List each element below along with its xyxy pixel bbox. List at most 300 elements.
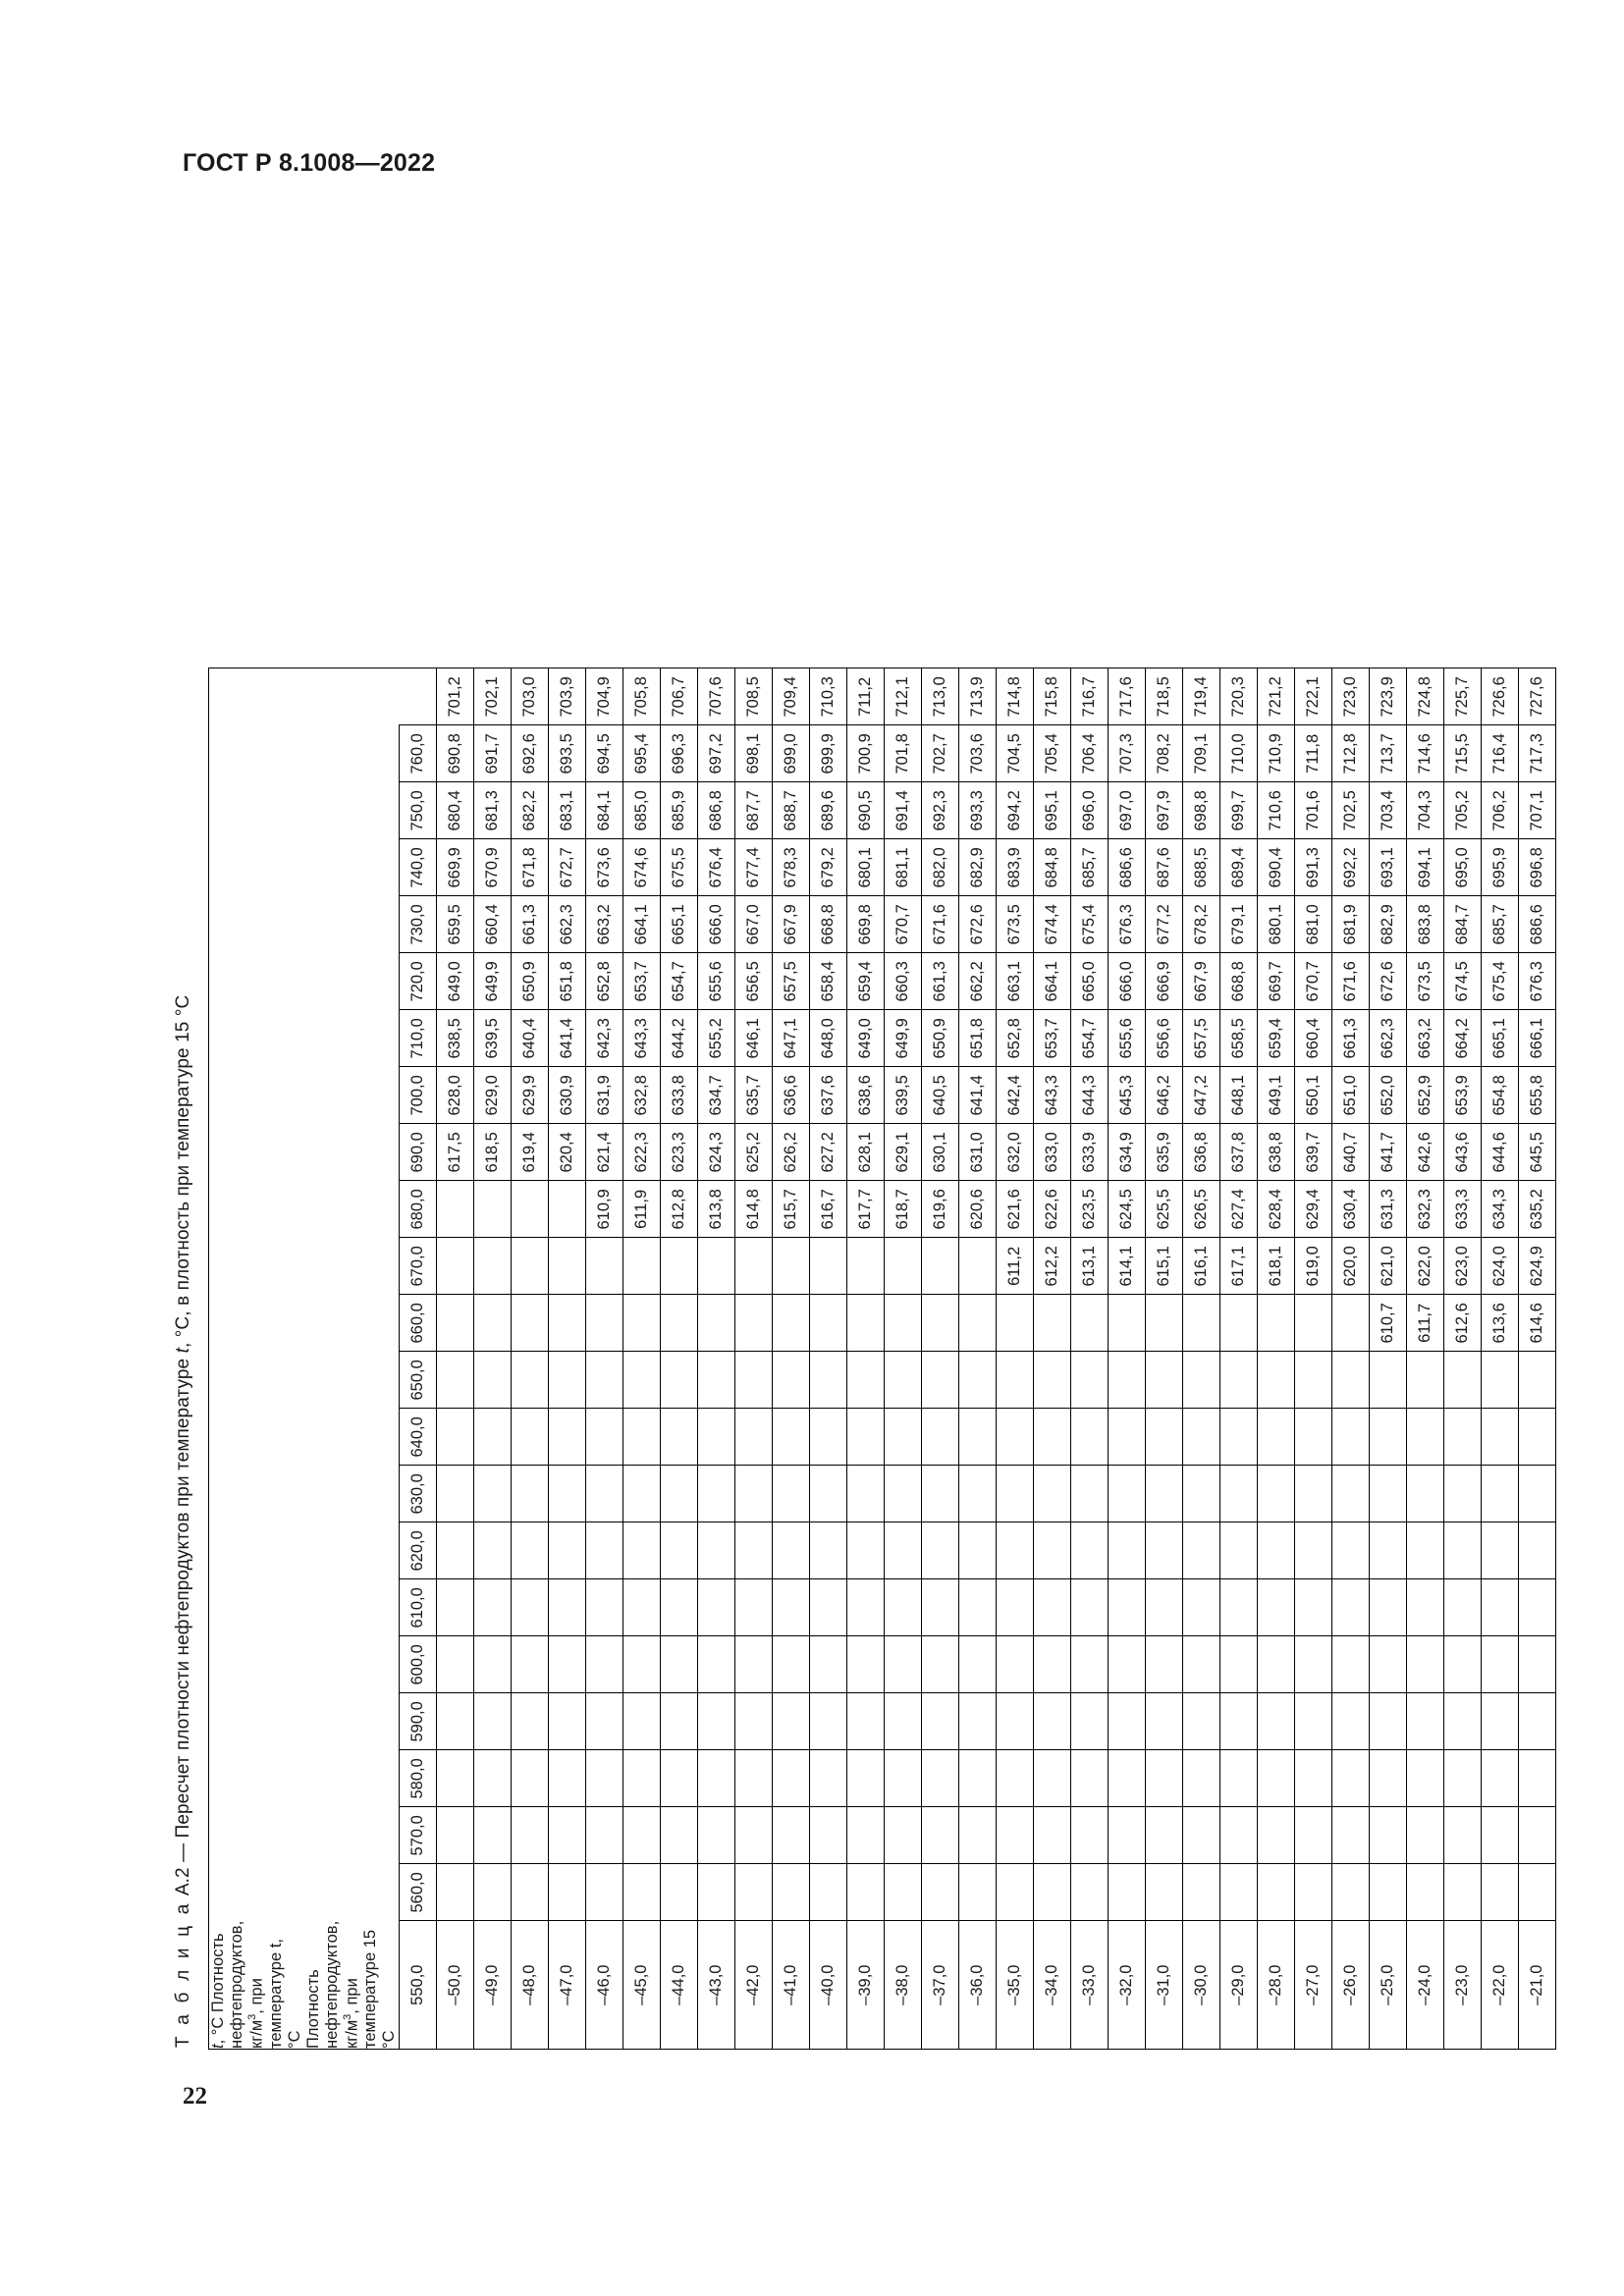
- empty-cell: [474, 1409, 512, 1466]
- data-cell: 665,1: [1482, 1010, 1519, 1067]
- empty-cell: [1370, 1466, 1407, 1522]
- column-header-14: 690,0: [400, 1124, 437, 1181]
- data-cell: 679,2: [810, 839, 847, 896]
- empty-cell: [1370, 1352, 1407, 1409]
- empty-cell: [885, 1807, 922, 1864]
- empty-cell: [586, 1409, 623, 1466]
- data-cell: 630,9: [549, 1067, 586, 1124]
- empty-cell: [1071, 1409, 1109, 1466]
- data-cell: 650,1: [1295, 1067, 1332, 1124]
- empty-cell: [437, 1579, 474, 1636]
- empty-cell: [474, 1579, 512, 1636]
- empty-cell: [922, 1750, 959, 1807]
- data-cell: 663,2: [586, 896, 623, 953]
- empty-cell: [885, 1864, 922, 1921]
- data-cell: 647,2: [1183, 1067, 1220, 1124]
- data-cell: 623,5: [1071, 1181, 1109, 1238]
- empty-cell: [1146, 1807, 1183, 1864]
- empty-cell: [997, 1750, 1034, 1807]
- data-cell: 684,7: [1444, 896, 1482, 953]
- table-body: [437, 668, 1556, 2050]
- empty-cell: [1332, 1409, 1370, 1466]
- empty-cell: [1220, 1750, 1258, 1807]
- data-cell: 641,7: [1370, 1124, 1407, 1181]
- empty-cell: [1370, 1807, 1407, 1864]
- row-temperature-22: –28,0: [1258, 1921, 1295, 2050]
- data-cell: 716,7: [1071, 668, 1109, 725]
- data-cell: 627,2: [810, 1124, 847, 1181]
- empty-cell: [661, 1352, 698, 1409]
- data-cell: 661,3: [1332, 1010, 1370, 1067]
- data-cell: 613,6: [1482, 1295, 1519, 1352]
- empty-cell: [1370, 1864, 1407, 1921]
- empty-cell: [959, 1238, 997, 1295]
- data-cell: 681,1: [885, 839, 922, 896]
- empty-cell: [922, 1238, 959, 1295]
- row-temperature-29: –21,0: [1519, 1921, 1556, 2050]
- empty-cell: [1370, 1693, 1407, 1750]
- data-cell: 708,2: [1146, 725, 1183, 782]
- table-caption: [173, 185, 194, 2048]
- data-cell: 706,2: [1482, 782, 1519, 839]
- empty-cell: [1407, 1636, 1444, 1693]
- empty-cell: [1220, 1466, 1258, 1522]
- empty-cell: [1407, 1466, 1444, 1522]
- empty-cell: [1295, 1579, 1332, 1636]
- empty-cell: [810, 1409, 847, 1466]
- empty-cell: [1034, 1750, 1071, 1807]
- empty-cell: [474, 1807, 512, 1864]
- data-cell: 620,6: [959, 1181, 997, 1238]
- data-cell: 705,4: [1034, 725, 1071, 782]
- row-temperature-1: –49,0: [474, 1921, 512, 2050]
- empty-cell: [810, 1466, 847, 1522]
- empty-cell: [1332, 1295, 1370, 1352]
- empty-cell: [959, 1352, 997, 1409]
- data-cell: 682,2: [512, 782, 549, 839]
- data-cell: 629,0: [474, 1067, 512, 1124]
- data-cell: 665,0: [1071, 953, 1109, 1010]
- data-cell: 654,7: [1071, 1010, 1109, 1067]
- data-cell: 613,1: [1071, 1238, 1109, 1295]
- empty-cell: [1146, 1579, 1183, 1636]
- data-cell: 619,6: [922, 1181, 959, 1238]
- data-cell: 693,1: [1370, 839, 1407, 896]
- empty-cell: [1146, 1522, 1183, 1579]
- data-cell: 610,9: [586, 1181, 623, 1238]
- empty-cell: [997, 1352, 1034, 1409]
- empty-cell: [847, 1693, 885, 1750]
- empty-cell: [1109, 1522, 1146, 1579]
- empty-cell: [549, 1636, 586, 1693]
- table-row: [1146, 668, 1183, 2050]
- row-temperature-10: –40,0: [810, 1921, 847, 2050]
- data-cell: 709,4: [773, 668, 810, 725]
- table-row: [1444, 668, 1482, 2050]
- page-number: 22: [183, 2083, 207, 2109]
- column-header-10: 650,0: [400, 1352, 437, 1409]
- data-cell: 704,3: [1407, 782, 1444, 839]
- data-cell: 694,2: [997, 782, 1034, 839]
- empty-cell: [997, 1579, 1034, 1636]
- data-cell: 692,3: [922, 782, 959, 839]
- empty-cell: [810, 1352, 847, 1409]
- data-cell: 612,2: [1034, 1238, 1071, 1295]
- data-cell: 624,9: [1519, 1238, 1556, 1295]
- empty-cell: [549, 1238, 586, 1295]
- data-cell: 651,0: [1332, 1067, 1370, 1124]
- row-temperature-28: –22,0: [1482, 1921, 1519, 2050]
- empty-cell: [885, 1522, 922, 1579]
- data-cell: 686,6: [1519, 896, 1556, 953]
- empty-cell: [1220, 1579, 1258, 1636]
- empty-cell: [847, 1750, 885, 1807]
- empty-cell: [1034, 1295, 1071, 1352]
- empty-cell: [586, 1693, 623, 1750]
- empty-cell: [698, 1409, 735, 1466]
- empty-cell: [1482, 1522, 1519, 1579]
- empty-cell: [1407, 1522, 1444, 1579]
- empty-cell: [1220, 1807, 1258, 1864]
- empty-cell: [810, 1807, 847, 1864]
- empty-cell: [997, 1807, 1034, 1864]
- empty-cell: [623, 1693, 661, 1750]
- data-cell: 624,3: [698, 1124, 735, 1181]
- data-cell: 703,4: [1370, 782, 1407, 839]
- empty-cell: [437, 1693, 474, 1750]
- row-temperature-8: –42,0: [735, 1921, 773, 2050]
- data-cell: 651,8: [549, 953, 586, 1010]
- data-cell: 689,6: [810, 782, 847, 839]
- empty-cell: [959, 1693, 997, 1750]
- column-header-3: 580,0: [400, 1750, 437, 1807]
- data-cell: 675,5: [661, 839, 698, 896]
- empty-cell: [922, 1466, 959, 1522]
- data-cell: 711,2: [847, 668, 885, 725]
- data-cell: 649,9: [885, 1010, 922, 1067]
- row-temperature-6: –44,0: [661, 1921, 698, 2050]
- data-cell: 694,1: [1407, 839, 1444, 896]
- data-cell: 703,9: [549, 668, 586, 725]
- empty-cell: [1444, 1636, 1482, 1693]
- row-temperature-2: –48,0: [512, 1921, 549, 2050]
- empty-cell: [1258, 1807, 1295, 1864]
- data-cell: 614,8: [735, 1181, 773, 1238]
- empty-cell: [1407, 1750, 1444, 1807]
- empty-cell: [623, 1466, 661, 1522]
- empty-cell: [1034, 1466, 1071, 1522]
- data-cell: 646,2: [1146, 1067, 1183, 1124]
- data-cell: 671,6: [922, 896, 959, 953]
- data-cell: 632,3: [1407, 1181, 1444, 1238]
- data-cell: 684,8: [1034, 839, 1071, 896]
- rotated-table-region: [173, 185, 1545, 2050]
- data-cell: 672,7: [549, 839, 586, 896]
- table-row: [1332, 668, 1370, 2050]
- data-cell: 619,0: [1295, 1238, 1332, 1295]
- data-cell: 652,8: [586, 953, 623, 1010]
- data-cell: 695,1: [1034, 782, 1071, 839]
- empty-cell: [1482, 1352, 1519, 1409]
- data-cell: 642,4: [997, 1067, 1034, 1124]
- data-cell: 638,5: [437, 1010, 474, 1067]
- data-cell: 676,4: [698, 839, 735, 896]
- empty-cell: [586, 1295, 623, 1352]
- empty-cell: [1332, 1352, 1370, 1409]
- empty-cell: [437, 1295, 474, 1352]
- empty-cell: [1444, 1693, 1482, 1750]
- data-cell: 682,9: [959, 839, 997, 896]
- data-cell: 670,7: [885, 896, 922, 953]
- empty-cell: [810, 1864, 847, 1921]
- empty-cell: [1071, 1750, 1109, 1807]
- data-cell: 618,5: [474, 1124, 512, 1181]
- empty-cell: [1146, 1466, 1183, 1522]
- data-cell: 710,6: [1258, 782, 1295, 839]
- empty-cell: [885, 1409, 922, 1466]
- data-cell: 678,3: [773, 839, 810, 896]
- empty-cell: [549, 1295, 586, 1352]
- data-cell: 631,9: [586, 1067, 623, 1124]
- data-cell: 675,4: [1071, 896, 1109, 953]
- data-cell: 643,6: [1444, 1124, 1482, 1181]
- data-cell: 687,7: [735, 782, 773, 839]
- data-cell: 701,8: [885, 725, 922, 782]
- empty-cell: [1220, 1864, 1258, 1921]
- empty-cell: [623, 1295, 661, 1352]
- data-cell: 682,0: [922, 839, 959, 896]
- table-row: [1258, 668, 1295, 2050]
- table-caption-text-2: , °C, в плотность при температуре 15 °C: [173, 994, 193, 1349]
- data-cell: 722,1: [1295, 668, 1332, 725]
- data-cell: 678,2: [1183, 896, 1220, 953]
- empty-cell: [959, 1522, 997, 1579]
- empty-cell: [735, 1238, 773, 1295]
- data-cell: 667,9: [773, 896, 810, 953]
- empty-cell: [1295, 1522, 1332, 1579]
- row-temperature-20: –30,0: [1183, 1921, 1220, 2050]
- empty-cell: [474, 1238, 512, 1295]
- empty-cell: [1370, 1636, 1407, 1693]
- data-cell: 681,3: [474, 782, 512, 839]
- empty-cell: [549, 1522, 586, 1579]
- data-cell: 633,8: [661, 1067, 698, 1124]
- empty-cell: [512, 1636, 549, 1693]
- empty-cell: [586, 1807, 623, 1864]
- data-cell: 683,1: [549, 782, 586, 839]
- data-cell: 686,8: [698, 782, 735, 839]
- data-cell: 690,5: [847, 782, 885, 839]
- data-cell: 649,0: [437, 953, 474, 1010]
- table-row: [586, 668, 623, 2050]
- empty-cell: [1071, 1352, 1109, 1409]
- data-cell: 658,5: [1220, 1010, 1258, 1067]
- column-header-13: 680,0: [400, 1181, 437, 1238]
- empty-cell: [885, 1636, 922, 1693]
- table-row: [661, 668, 698, 2050]
- empty-cell: [623, 1352, 661, 1409]
- empty-cell: [437, 1466, 474, 1522]
- data-cell: 655,8: [1519, 1067, 1556, 1124]
- empty-cell: [773, 1693, 810, 1750]
- empty-cell: [1370, 1522, 1407, 1579]
- column-header-2: 570,0: [400, 1807, 437, 1864]
- empty-cell: [773, 1352, 810, 1409]
- empty-cell: [735, 1579, 773, 1636]
- empty-cell: [1444, 1466, 1482, 1522]
- data-cell: 633,0: [1034, 1124, 1071, 1181]
- empty-cell: [549, 1807, 586, 1864]
- data-cell: 648,1: [1220, 1067, 1258, 1124]
- empty-cell: [847, 1352, 885, 1409]
- row-temperature-0: –50,0: [437, 1921, 474, 2050]
- row-temperature-7: –43,0: [698, 1921, 735, 2050]
- data-cell: 610,7: [1370, 1295, 1407, 1352]
- empty-cell: [586, 1579, 623, 1636]
- table-row: [1034, 668, 1071, 2050]
- empty-cell: [810, 1238, 847, 1295]
- empty-cell: [586, 1466, 623, 1522]
- empty-cell: [623, 1238, 661, 1295]
- empty-cell: [847, 1466, 885, 1522]
- table-caption-text-1: Пересчет плотности нефтепродуктов при температуре: [173, 1353, 193, 1839]
- standard-number-header: ГОСТ Р 8.1008—2022: [183, 149, 436, 177]
- data-cell: 680,4: [437, 782, 474, 839]
- data-cell: 707,1: [1519, 782, 1556, 839]
- empty-cell: [512, 1579, 549, 1636]
- empty-cell: [437, 1181, 474, 1238]
- column-header-11: 660,0: [400, 1295, 437, 1352]
- data-cell: 686,6: [1109, 839, 1146, 896]
- empty-cell: [1332, 1522, 1370, 1579]
- data-cell: 673,6: [586, 839, 623, 896]
- data-cell: 643,3: [623, 1010, 661, 1067]
- empty-cell: [1482, 1864, 1519, 1921]
- empty-cell: [1183, 1864, 1220, 1921]
- empty-cell: [1295, 1750, 1332, 1807]
- empty-cell: [437, 1750, 474, 1807]
- data-cell: 662,3: [1370, 1010, 1407, 1067]
- data-cell: 667,0: [735, 896, 773, 953]
- empty-cell: [1370, 1409, 1407, 1466]
- empty-cell: [1034, 1352, 1071, 1409]
- data-cell: 640,5: [922, 1067, 959, 1124]
- data-cell: 635,7: [735, 1067, 773, 1124]
- empty-cell: [661, 1466, 698, 1522]
- empty-cell: [810, 1295, 847, 1352]
- empty-cell: [773, 1636, 810, 1693]
- empty-cell: [922, 1352, 959, 1409]
- data-cell: 701,6: [1295, 782, 1332, 839]
- table-row: [1370, 668, 1407, 2050]
- data-cell: 614,1: [1109, 1238, 1146, 1295]
- empty-cell: [847, 1409, 885, 1466]
- empty-cell: [810, 1636, 847, 1693]
- data-cell: 631,0: [959, 1124, 997, 1181]
- data-cell: 645,5: [1519, 1124, 1556, 1181]
- data-cell: 661,3: [512, 896, 549, 953]
- column-header-15: 700,0: [400, 1067, 437, 1124]
- data-cell: 680,1: [1258, 896, 1295, 953]
- data-cell: 727,6: [1519, 668, 1556, 725]
- data-cell: 699,7: [1220, 782, 1258, 839]
- empty-cell: [549, 1693, 586, 1750]
- table-row: [549, 668, 586, 2050]
- header-band-row-1: t, °C Плотность нефтепродуктов, $кг/м^3$, при температуре t, °C: [209, 1920, 303, 2049]
- empty-cell: [1332, 1466, 1370, 1522]
- empty-cell: [1519, 1466, 1556, 1522]
- empty-cell: [773, 1579, 810, 1636]
- header-band-row-2: Плотность нефтепродуктов, $кг/м^3$, при температуре 15 °C: [303, 1920, 398, 2049]
- table-row: [698, 668, 735, 2050]
- empty-cell: [1183, 1522, 1220, 1579]
- empty-cell: [474, 1693, 512, 1750]
- empty-cell: [661, 1522, 698, 1579]
- data-cell: 663,1: [997, 953, 1034, 1010]
- empty-cell: [698, 1864, 735, 1921]
- empty-cell: [1444, 1522, 1482, 1579]
- data-cell: 698,1: [735, 725, 773, 782]
- table-row: [623, 668, 661, 2050]
- data-cell: 659,4: [1258, 1010, 1295, 1067]
- empty-cell: [1295, 1807, 1332, 1864]
- data-cell: 623,3: [661, 1124, 698, 1181]
- data-cell: 640,7: [1332, 1124, 1370, 1181]
- empty-cell: [847, 1522, 885, 1579]
- data-cell: 701,2: [437, 668, 474, 725]
- empty-cell: [549, 1352, 586, 1409]
- data-cell: 674,5: [1444, 953, 1482, 1010]
- data-cell: 638,6: [847, 1067, 885, 1124]
- empty-cell: [1444, 1409, 1482, 1466]
- empty-cell: [735, 1693, 773, 1750]
- data-cell: 626,2: [773, 1124, 810, 1181]
- empty-cell: [474, 1466, 512, 1522]
- data-cell: 667,9: [1183, 953, 1220, 1010]
- empty-cell: [997, 1864, 1034, 1921]
- data-cell: 641,4: [549, 1010, 586, 1067]
- data-cell: 669,7: [1258, 953, 1295, 1010]
- empty-cell: [1444, 1579, 1482, 1636]
- empty-cell: [698, 1693, 735, 1750]
- empty-cell: [959, 1409, 997, 1466]
- empty-cell: [959, 1295, 997, 1352]
- empty-cell: [623, 1750, 661, 1807]
- data-cell: 691,7: [474, 725, 512, 782]
- data-cell: 633,9: [1071, 1124, 1109, 1181]
- column-header-0: 550,0: [400, 1921, 437, 2050]
- data-cell: 647,1: [773, 1010, 810, 1067]
- table-row: [810, 668, 847, 2050]
- empty-cell: [1220, 1693, 1258, 1750]
- empty-cell: [1482, 1807, 1519, 1864]
- empty-cell: [922, 1693, 959, 1750]
- empty-cell: [1109, 1295, 1146, 1352]
- data-cell: 720,3: [1220, 668, 1258, 725]
- empty-cell: [773, 1409, 810, 1466]
- empty-cell: [1109, 1409, 1146, 1466]
- data-cell: 690,4: [1258, 839, 1295, 896]
- data-cell: 652,8: [997, 1010, 1034, 1067]
- data-cell: 699,0: [773, 725, 810, 782]
- empty-cell: [735, 1522, 773, 1579]
- empty-cell: [1258, 1636, 1295, 1693]
- column-header-9: 640,0: [400, 1409, 437, 1466]
- row-temperature-9: –41,0: [773, 1921, 810, 2050]
- empty-cell: [997, 1636, 1034, 1693]
- column-header-20: 750,0: [400, 782, 437, 839]
- data-cell: 622,0: [1407, 1238, 1444, 1295]
